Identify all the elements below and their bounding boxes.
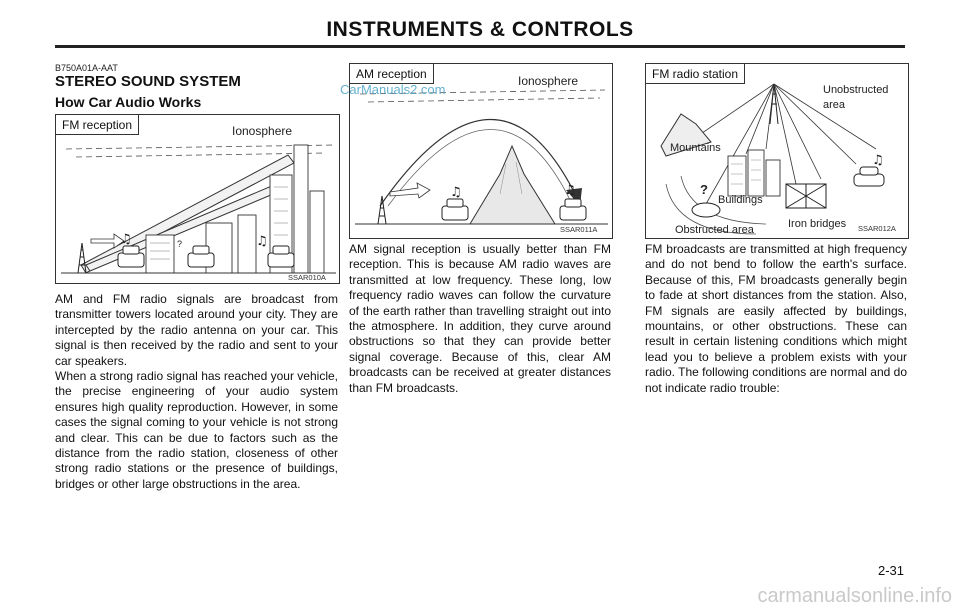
section-code: B750A01A-AAT — [55, 63, 118, 73]
paragraph-3: AM signal reception is usually better than FM reception. This is because AM radio waves are transmitted at low frequency. These long, low frequency radio waves can follow the curvature of the earth rather than travelling straight out into the atmosphere. In addition, they curve around obstructions so that they can provide better signal coverage. Because of this, clear AM broadcasts can be received at greater distances than FM broadcasts. — [349, 242, 611, 395]
svg-text:♫: ♫ — [450, 185, 462, 200]
unobstructed-label-line1: Unobstructed — [823, 84, 889, 96]
svg-text:?: ? — [177, 239, 183, 249]
column-3-text — [645, 242, 907, 396]
am-figure-code: SSAR011A — [560, 225, 598, 234]
header-rule — [55, 45, 905, 48]
unobstructed-label-line2: area — [823, 99, 846, 111]
iron-bridges-label: Iron bridges — [788, 218, 847, 230]
svg-text:?: ? — [700, 182, 708, 197]
fm-reception-label: FM reception — [56, 115, 139, 135]
column-1-text — [55, 292, 338, 492]
section-title: STEREO SOUND SYSTEM — [55, 73, 241, 90]
svg-text:♫: ♫ — [256, 234, 268, 249]
obstructed-area-label: Obstructed area — [675, 224, 754, 236]
station-figure-code: SSAR012A — [858, 224, 896, 233]
figure-fm-reception — [55, 114, 340, 284]
fm-ionosphere-label: Ionosphere — [232, 124, 293, 138]
fm-reception-illustration — [56, 115, 339, 283]
am-reception-label: AM reception — [350, 64, 434, 84]
watermark-carmanuals2: CarManuals2.com — [340, 82, 446, 97]
page-number: 2-31 — [878, 563, 905, 578]
fm-station-label: FM radio station — [646, 64, 745, 84]
am-ionosphere-label: Ionosphere — [518, 74, 579, 88]
paragraph-2: When a strong radio signal has reached your vehicle, the precise engineering of your audio system ensures high quality reproduction. However, in some cases the signal coming to your vehicle is not strong and clear. This can be due to factors such as the distance from the radio station, closeness of other strong radio stations or the presence of buildings, bridges or other large obstructions in the area. — [55, 369, 338, 491]
svg-text:♫: ♫ — [120, 232, 132, 247]
mountains-label: Mountains — [670, 142, 721, 154]
figure-fm-radio-station — [645, 63, 909, 239]
paragraph-1: AM and FM radio signals are broadcast from transmitter towers located around your city. They are intercepted by the radio antenna on your car. This signal is then received by the radio and sent to your car speakers. — [55, 292, 338, 368]
column-2-text — [349, 242, 611, 396]
paragraph-4: FM broadcasts are transmitted at high frequency and do not bend to follow the earth's surface. Because of this, FM broadcasts generally begin to fade at short distances from the station. Also, FM signals are easily affected by buildings, mountains, or other obstructions. These can result in certain listening conditions which might lead you to believe a problem exists with your radio. The following conditions are normal and do not indicate radio trouble: — [645, 242, 907, 395]
svg-text:♫: ♫ — [872, 153, 884, 168]
page-header-title: INSTRUMENTS & CONTROLS — [326, 18, 634, 41]
footer-watermark: carmanualsonline.info — [757, 585, 952, 607]
buildings-label: Buildings — [718, 194, 763, 206]
svg-text:♫: ♫ — [564, 183, 576, 198]
section-subtitle: How Car Audio Works — [55, 94, 202, 110]
fm-figure-code: SSAR010A — [288, 273, 326, 282]
